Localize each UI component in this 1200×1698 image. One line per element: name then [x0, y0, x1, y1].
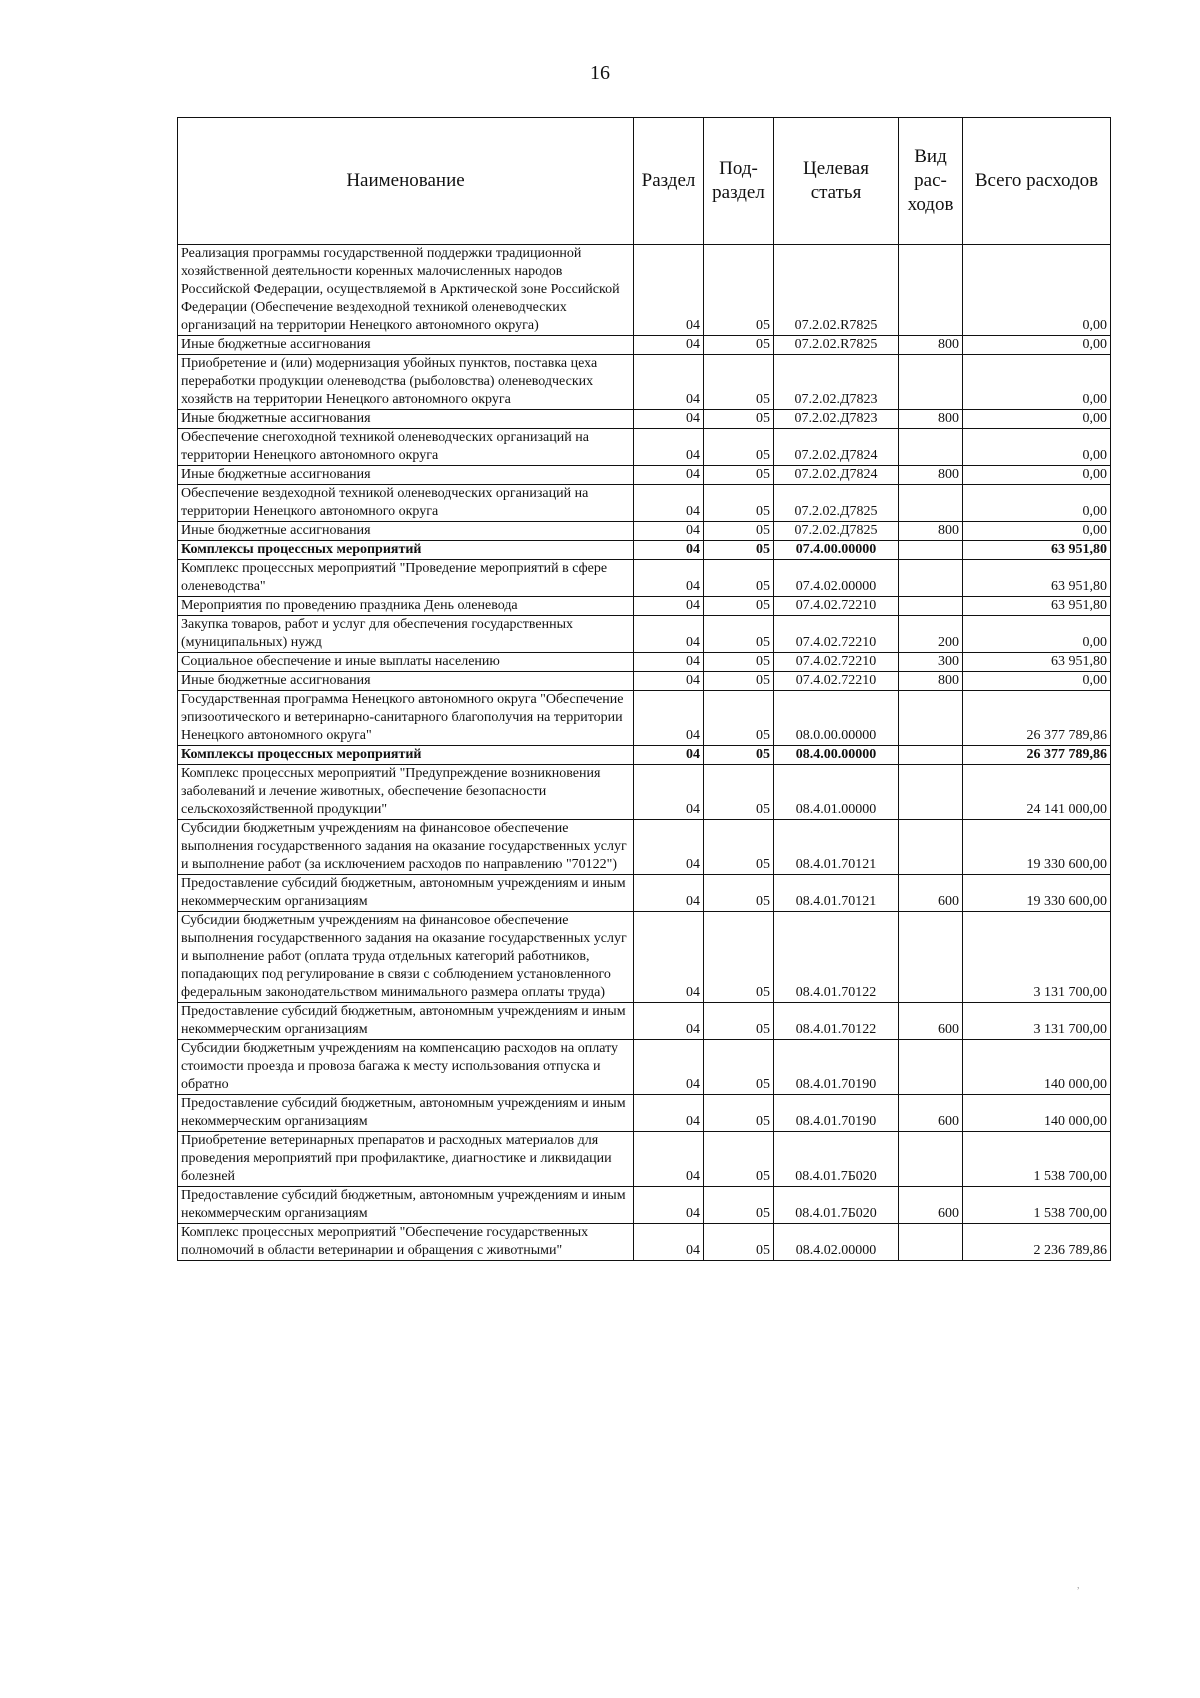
table-row	[178, 1040, 1111, 1095]
cell-name: Предоставление субсидий бюджетным, автономным учреждениям и иным некоммерческим организациям	[178, 875, 634, 912]
cell-section: 04	[634, 541, 704, 560]
cell-subsection: 05	[704, 522, 774, 541]
cell-subsection: 05	[704, 355, 774, 410]
cell-kind: 600	[899, 875, 963, 912]
cell-name: Приобретение ветеринарных препаратов и расходных материалов для проведения мероприятий при профилактике, диагностике и ликвидации болезней	[178, 1132, 634, 1187]
cell-section: 04	[634, 429, 704, 466]
table-row	[178, 522, 1111, 541]
cell-subsection: 05	[704, 466, 774, 485]
cell-article: 08.4.01.70190	[774, 1040, 899, 1095]
cell-total: 0,00	[963, 522, 1111, 541]
cell-section: 04	[634, 1040, 704, 1095]
cell-total: 0,00	[963, 485, 1111, 522]
cell-article: 08.4.00.00000	[774, 746, 899, 765]
cell-section: 04	[634, 875, 704, 912]
cell-name: Мероприятия по проведению праздника День оленевода	[178, 597, 634, 616]
cell-total: 0,00	[963, 616, 1111, 653]
cell-name: Комплексы процессных мероприятий	[178, 746, 634, 765]
cell-subsection: 05	[704, 672, 774, 691]
cell-kind: 600	[899, 1095, 963, 1132]
cell-subsection: 05	[704, 429, 774, 466]
cell-section: 04	[634, 765, 704, 820]
cell-total: 0,00	[963, 410, 1111, 429]
table-row	[178, 1187, 1111, 1224]
cell-kind	[899, 355, 963, 410]
cell-total: 63 951,80	[963, 597, 1111, 616]
cell-section: 04	[634, 820, 704, 875]
cell-section: 04	[634, 485, 704, 522]
cell-subsection: 05	[704, 560, 774, 597]
cell-article: 08.4.02.00000	[774, 1224, 899, 1261]
cell-subsection: 05	[704, 597, 774, 616]
table-row	[178, 336, 1111, 355]
cell-section: 04	[634, 410, 704, 429]
cell-kind: 600	[899, 1003, 963, 1040]
cell-subsection: 05	[704, 1132, 774, 1187]
cell-article: 08.0.00.00000	[774, 691, 899, 746]
cell-total: 0,00	[963, 672, 1111, 691]
cell-name: Обеспечение вездеходной техникой оленеводческих организаций на территории Ненецкого автономного округа	[178, 485, 634, 522]
cell-total: 1 538 700,00	[963, 1132, 1111, 1187]
cell-subsection: 05	[704, 541, 774, 560]
cell-kind: 800	[899, 522, 963, 541]
cell-kind: 800	[899, 672, 963, 691]
cell-total: 2 236 789,86	[963, 1224, 1111, 1261]
cell-section: 04	[634, 1003, 704, 1040]
cell-kind	[899, 691, 963, 746]
cell-total: 0,00	[963, 245, 1111, 336]
cell-name: Приобретение и (или) модернизация убойных пунктов, поставка цеха переработки продукции оленеводства (рыболовства) оленеводческих хозяйств на территории Ненецкого автономного округа	[178, 355, 634, 410]
cell-article: 07.2.02.Д7823	[774, 355, 899, 410]
cell-article: 07.4.02.00000	[774, 560, 899, 597]
cell-name: Субсидии бюджетным учреждениям на финансовое обеспечение выполнения государственного задания на оказание государственных услуг и выполнение работ (за исключением расходов по направлению "70122")	[178, 820, 634, 875]
cell-kind	[899, 429, 963, 466]
budget-table	[177, 117, 1111, 1261]
cell-kind	[899, 1040, 963, 1095]
cell-subsection: 05	[704, 765, 774, 820]
cell-article: 08.4.01.70122	[774, 912, 899, 1003]
cell-kind: 300	[899, 653, 963, 672]
header-total: Всего расходов	[963, 118, 1111, 245]
table-header-row	[178, 118, 1111, 245]
cell-kind	[899, 746, 963, 765]
cell-article: 07.2.02.Д7824	[774, 429, 899, 466]
cell-name: Иные бюджетные ассигнования	[178, 410, 634, 429]
cell-article: 07.4.02.72210	[774, 672, 899, 691]
header-name: Наименование	[178, 118, 634, 245]
cell-section: 04	[634, 1224, 704, 1261]
cell-article: 07.2.02.Д7825	[774, 522, 899, 541]
cell-total: 3 131 700,00	[963, 912, 1111, 1003]
cell-article: 07.4.00.00000	[774, 541, 899, 560]
cell-total: 0,00	[963, 355, 1111, 410]
cell-name: Иные бюджетные ассигнования	[178, 522, 634, 541]
cell-subsection: 05	[704, 1003, 774, 1040]
cell-total: 26 377 789,86	[963, 746, 1111, 765]
table-row	[178, 746, 1111, 765]
cell-total: 0,00	[963, 466, 1111, 485]
cell-total: 63 951,80	[963, 541, 1111, 560]
page-number: 16	[590, 62, 610, 84]
cell-section: 04	[634, 691, 704, 746]
cell-section: 04	[634, 522, 704, 541]
cell-name: Предоставление субсидий бюджетным, автономным учреждениям и иным некоммерческим организациям	[178, 1095, 634, 1132]
cell-subsection: 05	[704, 691, 774, 746]
cell-section: 04	[634, 597, 704, 616]
table-row	[178, 616, 1111, 653]
cell-name: Комплекс процессных мероприятий "Обеспечение государственных полномочий в области ветеринарии и обращения с животными"	[178, 1224, 634, 1261]
table-row	[178, 875, 1111, 912]
cell-name: Комплекс процессных мероприятий "Предупреждение возникновения заболеваний и лечение животных, обеспечение безопасности сельскохозяйственной продукции"	[178, 765, 634, 820]
cell-name: Иные бюджетные ассигнования	[178, 466, 634, 485]
cell-article: 08.4.01.70190	[774, 1095, 899, 1132]
cell-kind	[899, 1224, 963, 1261]
cell-subsection: 05	[704, 336, 774, 355]
cell-section: 04	[634, 672, 704, 691]
cell-article: 08.4.01.7Б020	[774, 1187, 899, 1224]
cell-section: 04	[634, 560, 704, 597]
table-row	[178, 541, 1111, 560]
cell-name: Социальное обеспечение и иные выплаты населению	[178, 653, 634, 672]
cell-subsection: 05	[704, 912, 774, 1003]
cell-name: Государственная программа Ненецкого автономного округа "Обеспечение эпизоотического и ветеринарно-санитарного благополучия на территории Ненецкого автономного округа"	[178, 691, 634, 746]
cell-kind: 200	[899, 616, 963, 653]
cell-subsection: 05	[704, 410, 774, 429]
table-row	[178, 820, 1111, 875]
cell-kind: 800	[899, 336, 963, 355]
cell-subsection: 05	[704, 1040, 774, 1095]
cell-article: 07.2.02.Д7825	[774, 485, 899, 522]
cell-section: 04	[634, 245, 704, 336]
cell-total: 19 330 600,00	[963, 875, 1111, 912]
cell-section: 04	[634, 336, 704, 355]
table-row	[178, 672, 1111, 691]
cell-name: Обеспечение снегоходной техникой оленеводческих организаций на территории Ненецкого автономного округа	[178, 429, 634, 466]
cell-kind	[899, 765, 963, 820]
cell-subsection: 05	[704, 1095, 774, 1132]
cell-article: 07.2.02.Д7824	[774, 466, 899, 485]
cell-article: 07.4.02.72210	[774, 616, 899, 653]
cell-section: 04	[634, 1132, 704, 1187]
cell-kind	[899, 820, 963, 875]
cell-kind	[899, 912, 963, 1003]
table-row	[178, 485, 1111, 522]
cell-section: 04	[634, 912, 704, 1003]
table-row	[178, 1003, 1111, 1040]
cell-section: 04	[634, 1095, 704, 1132]
cell-kind	[899, 560, 963, 597]
table-row	[178, 466, 1111, 485]
cell-name: Предоставление субсидий бюджетным, автономным учреждениям и иным некоммерческим организациям	[178, 1187, 634, 1224]
cell-kind	[899, 1132, 963, 1187]
cell-section: 04	[634, 653, 704, 672]
cell-kind: 800	[899, 410, 963, 429]
cell-subsection: 05	[704, 616, 774, 653]
cell-article: 08.4.01.70122	[774, 1003, 899, 1040]
cell-article: 07.4.02.72210	[774, 653, 899, 672]
cell-kind: 800	[899, 466, 963, 485]
cell-kind	[899, 541, 963, 560]
header-kind: Вид рас- ходов	[899, 118, 963, 245]
cell-subsection: 05	[704, 820, 774, 875]
cell-name: Субсидии бюджетным учреждениям на компенсацию расходов на оплату стоимости проезда и провоза багажа к месту использования отпуска и обратно	[178, 1040, 634, 1095]
header-subsection: Под- раздел	[704, 118, 774, 245]
cell-total: 140 000,00	[963, 1095, 1111, 1132]
cell-total: 0,00	[963, 429, 1111, 466]
cell-name: Комплекс процессных мероприятий "Проведение мероприятий в сфере оленеводства"	[178, 560, 634, 597]
cell-section: 04	[634, 466, 704, 485]
cell-article: 07.2.02.Д7823	[774, 410, 899, 429]
header-section: Раздел	[634, 118, 704, 245]
table-row	[178, 410, 1111, 429]
cell-subsection: 05	[704, 1187, 774, 1224]
cell-name: Субсидии бюджетным учреждениям на финансовое обеспечение выполнения государственного задания на оказание государственных услуг и выполнение работ (оплата труда отдельных категорий работников, попадающих под регулирование в связи с соблюдением установленного федеральным законодательством минимального размера оплаты труда)	[178, 912, 634, 1003]
table-row	[178, 429, 1111, 466]
table-row	[178, 653, 1111, 672]
cell-section: 04	[634, 746, 704, 765]
cell-total: 0,00	[963, 336, 1111, 355]
cell-name: Реализация программы государственной поддержки традиционной хозяйственной деятельности коренных малочисленных народов Российской Федерации, осуществляемой в Арктической зоне Российской Федерации (Обеспечение вездеходной техникой оленеводческих организаций на территории Ненецкого автономного округа)	[178, 245, 634, 336]
cell-total: 63 951,80	[963, 653, 1111, 672]
cell-article: 07.4.02.72210	[774, 597, 899, 616]
cell-subsection: 05	[704, 485, 774, 522]
cell-total: 24 141 000,00	[963, 765, 1111, 820]
cell-article: 08.4.01.70121	[774, 820, 899, 875]
cell-total: 19 330 600,00	[963, 820, 1111, 875]
cell-name: Закупка товаров, работ и услуг для обеспечения государственных (муниципальных) нужд	[178, 616, 634, 653]
scan-mark: ,	[1077, 1580, 1080, 1591]
cell-total: 140 000,00	[963, 1040, 1111, 1095]
cell-article: 08.4.01.00000	[774, 765, 899, 820]
cell-name: Иные бюджетные ассигнования	[178, 336, 634, 355]
cell-name: Предоставление субсидий бюджетным, автономным учреждениям и иным некоммерческим организациям	[178, 1003, 634, 1040]
cell-subsection: 05	[704, 1224, 774, 1261]
table-row	[178, 1224, 1111, 1261]
cell-total: 63 951,80	[963, 560, 1111, 597]
cell-kind	[899, 597, 963, 616]
cell-article: 08.4.01.70121	[774, 875, 899, 912]
table-row	[178, 355, 1111, 410]
table-row	[178, 560, 1111, 597]
table-row	[178, 1095, 1111, 1132]
cell-subsection: 05	[704, 245, 774, 336]
table-row	[178, 765, 1111, 820]
cell-article: 07.2.02.R7825	[774, 245, 899, 336]
cell-kind	[899, 485, 963, 522]
cell-kind: 600	[899, 1187, 963, 1224]
cell-section: 04	[634, 1187, 704, 1224]
cell-kind	[899, 245, 963, 336]
cell-article: 07.2.02.R7825	[774, 336, 899, 355]
cell-name: Иные бюджетные ассигнования	[178, 672, 634, 691]
cell-article: 08.4.01.7Б020	[774, 1132, 899, 1187]
cell-section: 04	[634, 616, 704, 653]
table-row	[178, 912, 1111, 1003]
cell-section: 04	[634, 355, 704, 410]
cell-name: Комплексы процессных мероприятий	[178, 541, 634, 560]
cell-total: 3 131 700,00	[963, 1003, 1111, 1040]
table-row	[178, 597, 1111, 616]
cell-subsection: 05	[704, 875, 774, 912]
cell-subsection: 05	[704, 653, 774, 672]
cell-total: 26 377 789,86	[963, 691, 1111, 746]
table-row	[178, 691, 1111, 746]
cell-subsection: 05	[704, 746, 774, 765]
header-article: Целевая статья	[774, 118, 899, 245]
cell-total: 1 538 700,00	[963, 1187, 1111, 1224]
table-row	[178, 1132, 1111, 1187]
table-row	[178, 245, 1111, 336]
